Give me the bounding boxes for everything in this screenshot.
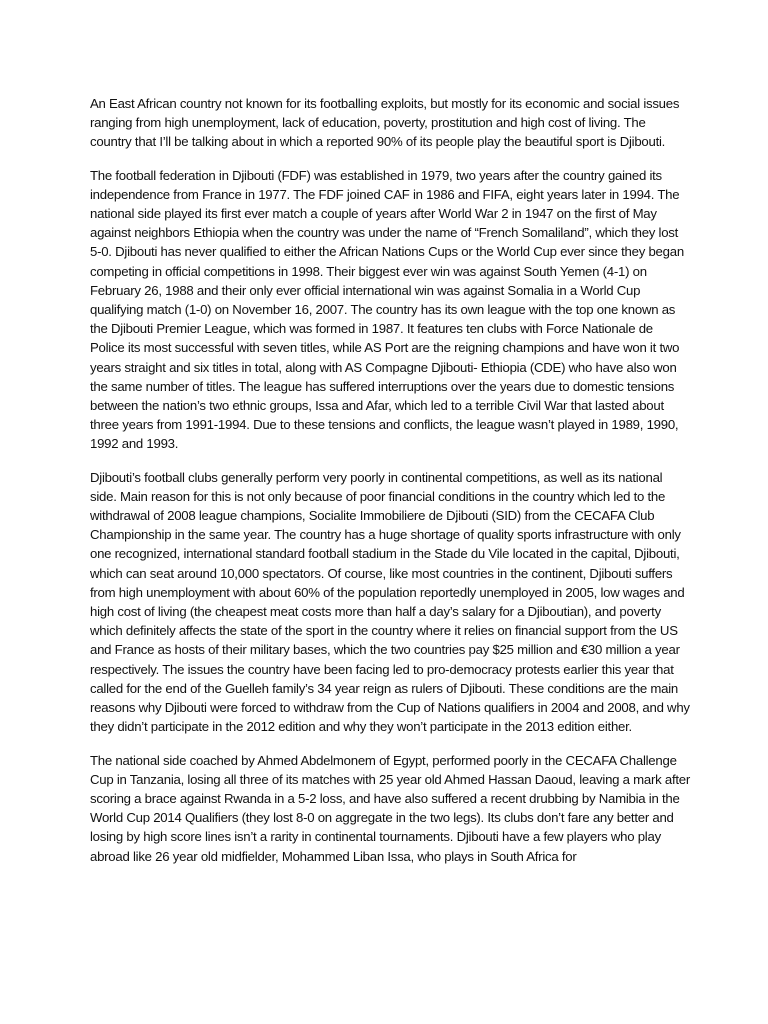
paragraph-club-performance: Djibouti’s football clubs generally perform very poorly in continental competitions, as well as its national side. Main reason for this is not only because of poor financial conditions in the country which led to the withdrawal of 2008 league champions, Socialite Immobiliere de Djibouti (SID) from the CECAFA Club Championship in the same year. The country has a huge shortage of quality sports infrastructure with only one recognized, international standard football stadium in the Stade du Vile located in the capital, Djibouti, which can seat around 10,000 spectators. Of course, like most countries in the continent, Djibouti suffers from high unemployment with about 60% of the population reportedly unemployed in 2005, low wages and high cost of living (the cheapest meat costs more than half a day’s salary for a Djiboutian), and poverty which definitely affects the state of the sport in the country where it relies on financial support from the US and France as hosts of their military bases, which the two countries pay $25 million and €30 million a year respectively. The issues the country have been facing led to pro-democracy protests earlier this year that called for the end of the Guelleh family’s 34 year reign as rulers of Djibouti. These conditions are the main reasons why Djibouti were forced to withdraw from the Cup of Nations qualifiers in 2004 and 2008, and why they didn’t participate in the 2012 edition and why they won’t participate in the 2013 edition either.	[90, 469, 690, 735]
paragraph-national-side: The national side coached by Ahmed Abdelmonem of Egypt, performed poorly in the CECAFA Challenge Cup in Tanzania, losing all three of its matches with 25 year old Ahmed Hassan Daoud, leaving a mark after scoring a brace against Rwanda in a 5-2 loss, and have also suffered a recent drubbing by Namibia in the World Cup 2014 Qualifiers (they lost 8-0 on aggregate in the two legs). Its clubs don’t fare any better and losing by high score lines isn’t a rarity in continental tournaments. Djibouti have a few players who play abroad like 26 year old midfielder, Mohammed Liban Issa, who plays in South Africa for	[90, 752, 691, 864]
paragraph-federation-history: The football federation in Djibouti (FDF) was established in 1979, two years after the country gained its independence from France in 1977. The FDF joined CAF in 1986 and FIFA, eight years later in 1994. The national side played its first ever match a couple of years after World War 2 in 1947 on the first of May against neighbors Ethiopia when the country was under the name of “French Somaliland”, which they lost 5-0. Djibouti has never qualified to either the African Nations Cups or the World Cup ever since they began competing in official competitions in 1998. Their biggest ever win was against South Yemen (4-1) on February 26, 1988 and their only ever official international win was against Somalia in a World Cup qualifying match (1-0) on November 16, 2007. The country has its own league with the top one known as the Djibouti Premier League, which was formed in 1987. It features ten clubs with Force Nationale de Police its most successful with seven titles, while AS Port are the reigning champions and have won it two years straight and six titles in total, along with AS Compagne Djibouti- Ethiopia (CDE) who have also won the same number of titles. The league has suffered interruptions over the years due to domestic tensions between the nation’s two ethnic groups, Issa and Afar, which led to a terrible Civil War that lasted about three years from 1991-1994. Due to these tensions and conflicts, the league wasn’t played in 1989, 1990, 1992 and 1993.	[90, 167, 684, 452]
document-body	[90, 94, 690, 880]
paragraph-intro: An East African country not known for its footballing exploits, but mostly for its economic and social issues ranging from high unemployment, lack of education, poverty, prostitution and high cost of living. The country that I’ll be talking about in which a reported 90% of its people play the beautiful sport is Djibouti.	[90, 96, 680, 150]
